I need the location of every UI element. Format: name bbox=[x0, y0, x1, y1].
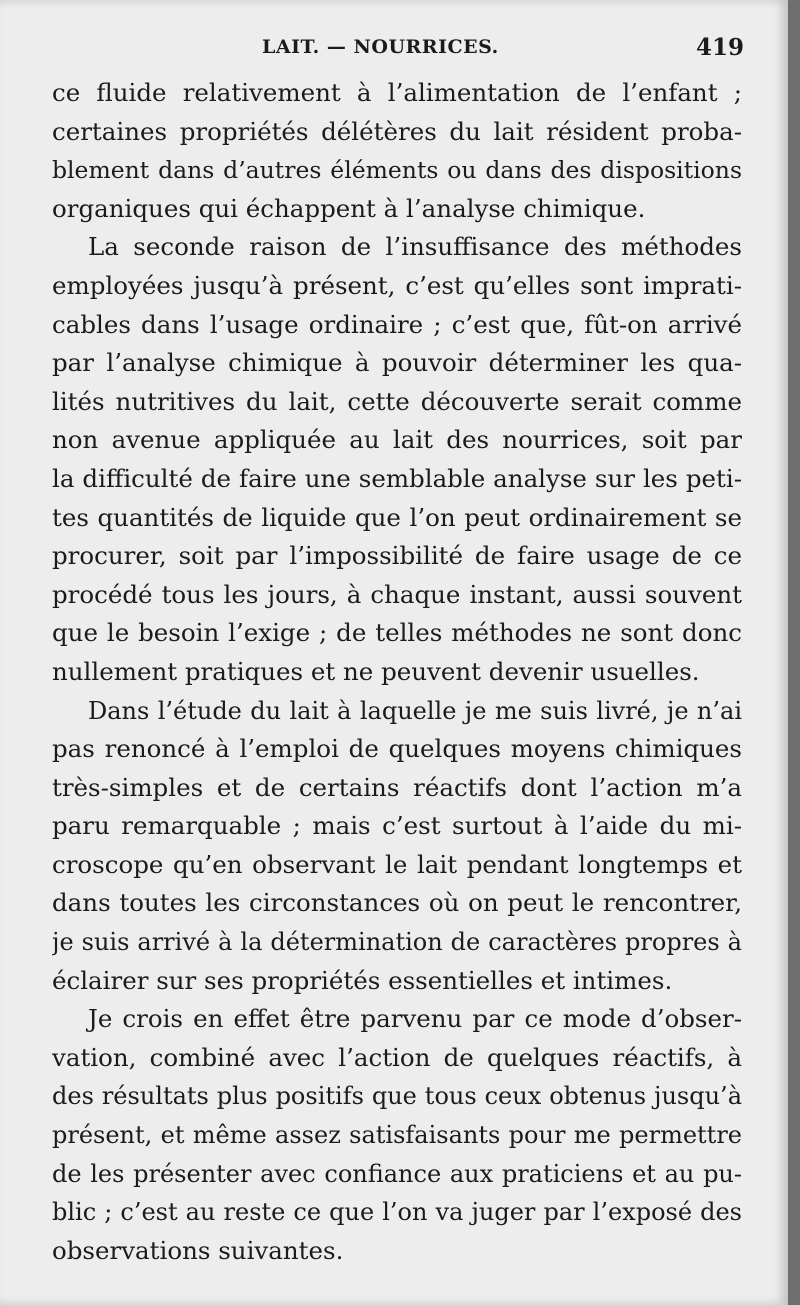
text-line: très-simples et de certains réactifs dont l’action m’a bbox=[52, 772, 742, 802]
text-line: la difficulté de faire une semblable analyse sur les peti- bbox=[52, 463, 742, 493]
text-line: dans toutes les circonstances où on peut le rencontrer, bbox=[52, 888, 742, 918]
running-head: LAIT. — NOURRICES. bbox=[262, 36, 499, 58]
text-line: pas renoncé à l’emploi de quelques moyens chimiques bbox=[52, 734, 742, 764]
text-line: Je crois en effet être parvenu par ce mode d’obser- bbox=[88, 1004, 742, 1034]
text-line: organiques qui échappent à l’analyse chimique. bbox=[52, 193, 646, 223]
page-header bbox=[0, 34, 788, 66]
text-line: présent, et même assez satisfaisants pour me permettre bbox=[52, 1121, 742, 1150]
text-line: cables dans l’usage ordinaire ; c’est que, fût-on arrivé bbox=[52, 309, 742, 339]
text-line: paru remarquable ; mais c’est surtout à l’aide du mi- bbox=[52, 811, 742, 841]
text-line: observations suivantes. bbox=[52, 1235, 344, 1265]
text-line: je suis arrivé à la détermination de caractères propres à bbox=[52, 928, 742, 957]
text-line: ce fluide relativement à l’alimentation de l’enfant ; bbox=[52, 78, 742, 107]
text-line: La seconde raison de l’insuffisance des méthodes bbox=[88, 232, 742, 262]
text-line: par l’analyse chimique à pouvoir déterminer les qua- bbox=[52, 348, 742, 378]
body-text bbox=[52, 74, 742, 1270]
text-line: des résultats plus positifs que tous ceux obtenus jusqu’à bbox=[52, 1082, 742, 1111]
text-line: vation, combiné avec l’action de quelques réactifs, à bbox=[52, 1042, 742, 1072]
text-line: procurer, soit par l’impossibilité de faire usage de ce bbox=[52, 541, 742, 571]
text-line: employées jusqu’à présent, c’est qu’elles sont imprati- bbox=[52, 270, 742, 300]
text-line: lités nutritives du lait, cette découverte serait comme bbox=[52, 386, 742, 416]
page-number: 419 bbox=[695, 34, 744, 61]
text-line: croscope qu’en observant le lait pendant longtemps et bbox=[52, 849, 742, 879]
text-line: certaines propriétés délétères du lait résident proba- bbox=[52, 116, 742, 146]
text-line: non avenue appliquée au lait des nourrices, soit par bbox=[52, 425, 742, 455]
text-line: blic ; c’est au reste ce que l’on va juger par l’exposé des bbox=[52, 1198, 742, 1227]
text-line: procédé tous les jours, à chaque instant, aussi souvent bbox=[52, 579, 742, 609]
text-line: éclairer sur ses propriétés essentielles et intimes. bbox=[52, 965, 673, 995]
text-line: Dans l’étude du lait à laquelle je me suis livré, je n’ai bbox=[88, 696, 742, 725]
text-line: tes quantités de liquide que l’on peut ordinairement se bbox=[52, 502, 742, 532]
text-line: blement dans d’autres éléments ou dans des dispositions bbox=[52, 156, 742, 185]
text-line: que le besoin l’exige ; de telles méthodes ne sont donc bbox=[52, 618, 742, 648]
text-line: de les présenter avec confiance aux praticiens et au pu- bbox=[52, 1159, 742, 1188]
text-line: nullement pratiques et ne peuvent devenir usuelles. bbox=[52, 656, 700, 686]
